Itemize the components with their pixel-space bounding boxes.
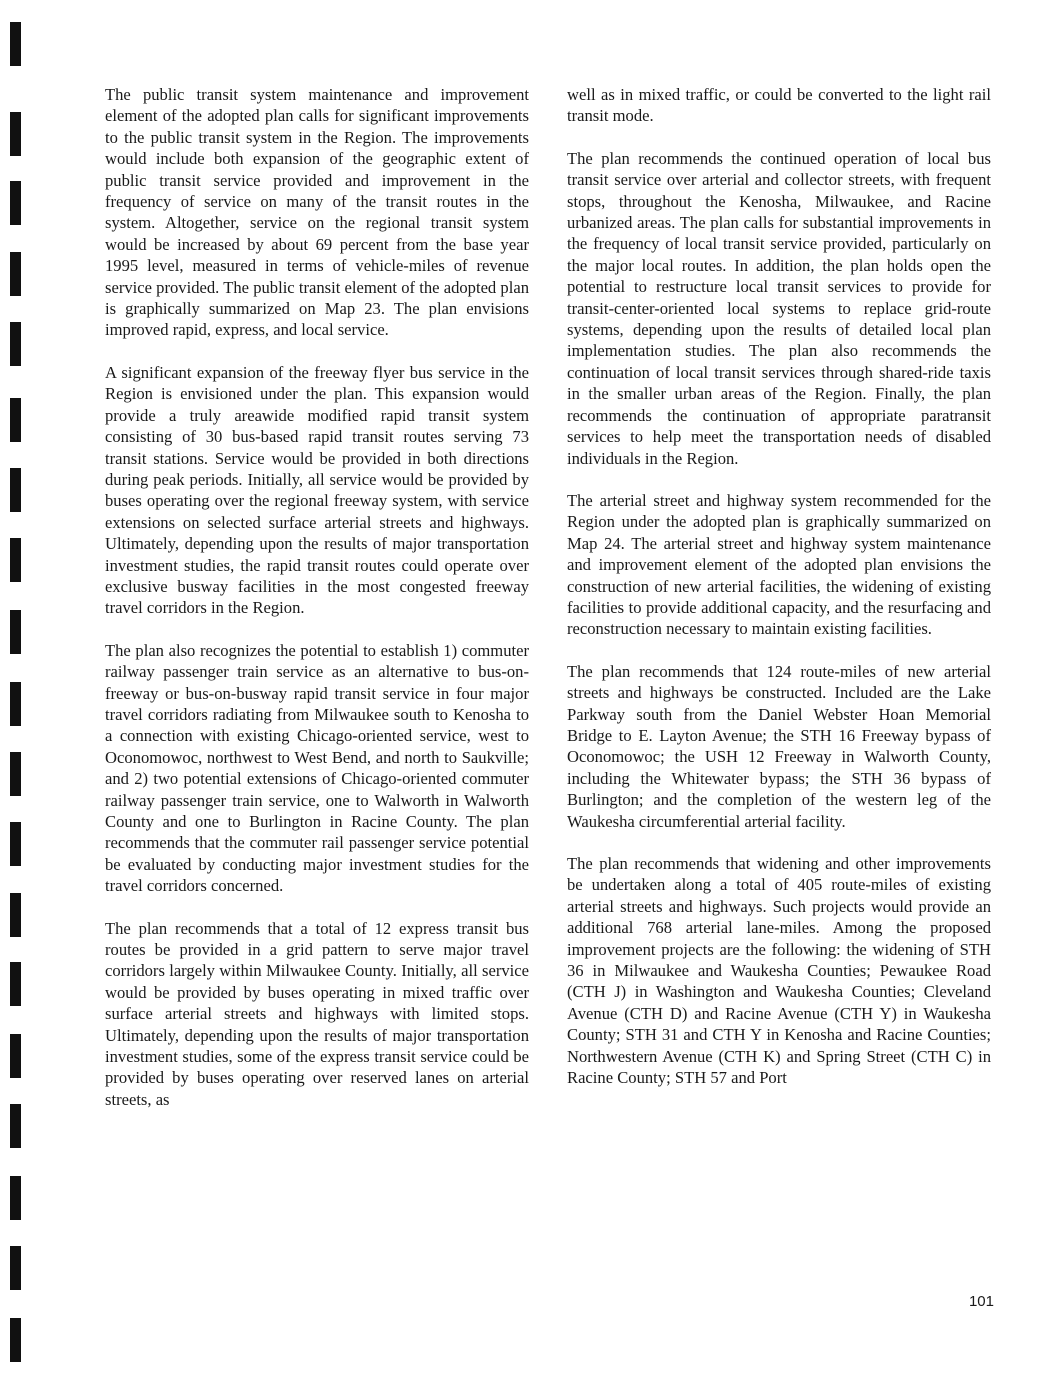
paragraph-widening: The plan recommends that widening and other improvements be undertaken along a total of 405 route-miles of existing arterial streets and highways. Such projects would provide an additional 768 arterial lane-miles. Among the proposed improvement projects are the following: the widening of STH 36 in Milwaukee and Waukesha Counties; Pewaukee Road (CTH J) in Washington and Waukesha Counties; Cleveland Avenue (CTH D) and Racine Avenue (CTH Y) in Waukesha County; STH 31 and CTH Y in Kenosha and Racine Counties; Northwestern Avenue (CTH K) and Spring Street (CTH C) in Racine County; STH 57 and Port [567,854,991,1088]
paragraph-transit-overview: The public transit system maintenance and improvement element of the adopted plan calls for significant improvements to the public transit system in the Region. The improvements would include both expansion of the geographic extent of public transit service provided and improvement in the frequency of service on many of the transit routes in the system. Altogether, service on the regional transit system would be increased by about 69 percent from the base year 1995 level, measured in terms of vehicle-miles of revenue service provided. The public transit element of the adopted plan is graphically summarized on Map 23. The plan envisions improved rapid, express, and local service. [105,85,529,340]
right-column [567,84,991,1109]
paragraph-local-bus: The plan recommends the continued operation of local bus transit service over arterial and collector streets, with frequent stops, throughout the Kenosha, Milwaukee, and Racine urbanized areas. The plan calls for substantial improvements in the frequency of local transit service provided, particularly on the major local routes. In addition, the plan holds open the potential to restructure local transit services to provide for transit-center-oriented local systems to replace grid-route systems, depending upon the results of detailed local plan implementation studies. The plan also recommends the continuation of local transit services through shared-ride taxis in the smaller urban areas of the Region. Finally, the plan recommends the continuation of appropriate paratransit services to help meet the transportation needs of disabled individuals in the Region. [567,148,991,468]
binding-mark [10,962,21,1006]
binding-mark [10,893,21,937]
binding-mark [10,398,21,442]
paragraph-commuter-rail: The plan also recognizes the potential to establish 1) commuter railway passenger train service as an alternative to bus-on-freeway or bus-on-busway rapid transit service in four major travel corridors radiating from Milwaukee south to Kenosha to a connection with existing Chicago-oriented service, west to Oconomowoc, northwest to West Bend, and north to Saukville; and 2) two potential extensions of Chicago-oriented commuter railway passenger train service, one to Walworth in Walworth County and one to Burlington in Racine County. The plan recommends that the commuter rail passenger service potential be evaluated by conducting major investment studies for the travel corridors concerned. [105,640,529,896]
binding-mark [10,1104,21,1148]
paragraph-express-transit: The plan recommends that a total of 12 express transit bus routes be provided in a grid pattern to serve major travel corridors largely within Milwaukee County. Initially, all service would be provided by buses operating in mixed traffic over surface arterial streets and highways with limited stops. Ultimately, depending upon the results of major transportation investment studies, some of the express transit service could be provided by buses operating over reserved lanes on arterial streets, as [105,918,529,1109]
binding-mark [10,538,21,582]
binding-mark [10,1246,21,1290]
page-number: 101 [968,1293,994,1310]
binding-mark [10,252,21,296]
binding-mark [10,112,21,156]
binding-mark [10,1034,21,1078]
binding-mark [10,752,21,796]
paragraph-rapid-transit: A significant expansion of the freeway flyer bus service in the Region is envisioned under the plan. This expansion would provide a truly areawide modified rapid transit system consisting of 30 bus-based rapid transit routes serving 73 transit stations. Service would be provided in both directions during peak periods. Initially, all service would be provided by buses operating over the regional freeway system, with service extensions on selected surface arterial streets and highways. Ultimately, depending upon the results of major transportation investment studies, the rapid transit routes could operate over exclusive busway facilities in the most congested freeway travel corridors in the Region. [105,362,529,618]
binding-mark [10,610,21,654]
binding-mark [10,1318,21,1362]
paragraph-arterial-system: The arterial street and highway system recommended for the Region under the adopted plan is graphically summarized on Map 24. The arterial street and highway system maintenance and improvement element of the adopted plan envisions the construction of new arterial facilities, the widening of existing facilities to provide additional capacity, and the resurfacing and reconstruction necessary to maintain existing facilities. [567,490,991,639]
binding-mark [10,1176,21,1220]
left-column [105,84,529,1131]
binding-mark [10,822,21,866]
binding-mark [10,682,21,726]
binding-mark [10,322,21,366]
binding-mark [10,181,21,225]
paragraph-new-arterials: The plan recommends that 124 route-miles of new arterial streets and highways be constructed. Included are the Lake Parkway south from the Daniel Webster Hoan Memorial Bridge to E. Layton Avenue; the STH 16 Freeway bypass of Oconomowoc; the USH 12 Freeway in Walworth County, including the Whitewater bypass; the STH 36 bypass of Burlington; and the completion of the western leg of the Waukesha circumferential arterial facility. [567,661,991,831]
paragraph-express-continued: well as in mixed traffic, or could be converted to the light rail transit mode. [567,85,991,126]
binding-mark [10,468,21,512]
binding-marks [10,0,24,1380]
binding-mark [10,22,21,66]
